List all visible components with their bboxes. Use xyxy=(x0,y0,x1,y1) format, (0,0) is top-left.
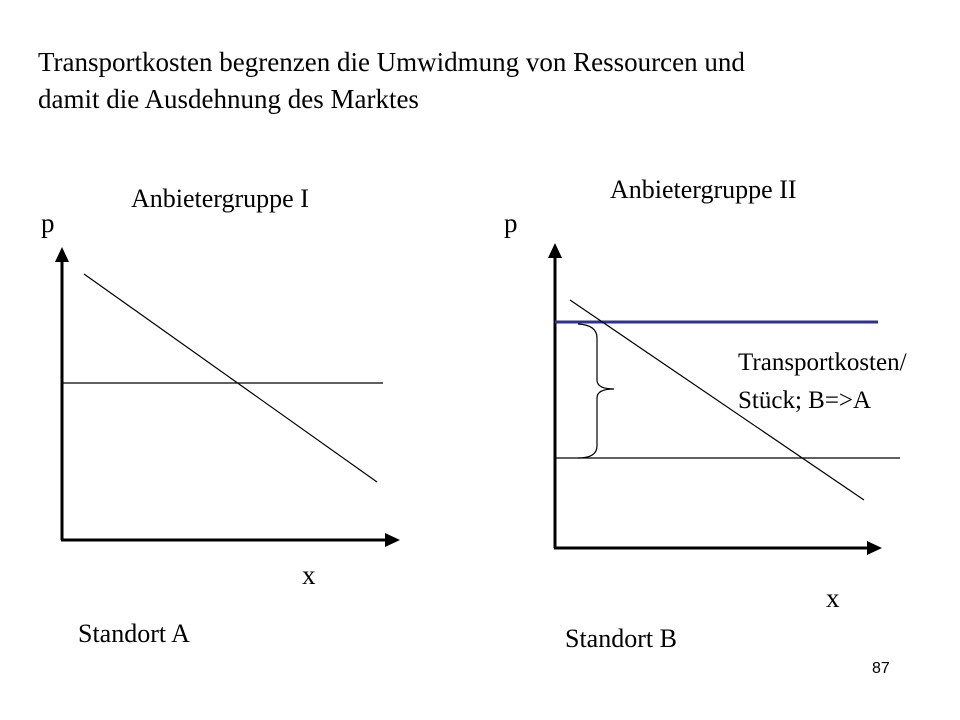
right-x-axis-label: x xyxy=(826,583,840,613)
right-diagram xyxy=(548,243,900,555)
left-diagram xyxy=(55,247,400,547)
right-location-label: Standort B xyxy=(565,624,677,653)
left-supply-curve xyxy=(84,274,377,482)
left-y-axis-label: p xyxy=(41,208,55,238)
right-x-axis-arrowhead xyxy=(867,541,882,555)
right-group-label: Anbietergruppe II xyxy=(610,175,797,204)
annotation-line-2: Stück; B=>A xyxy=(738,387,872,414)
right-y-axis-arrowhead xyxy=(548,243,562,258)
left-y-axis-arrowhead xyxy=(55,247,69,262)
right-supply-curve xyxy=(570,300,864,500)
annotation-line-1: Transportkosten/ xyxy=(738,349,907,376)
title-line-2: damit die Ausdehnung des Marktes xyxy=(38,84,419,114)
left-group-label: Anbietergruppe I xyxy=(131,184,309,213)
page-number: 87 xyxy=(872,660,890,677)
title-line-1: Transportkosten begrenzen die Umwidmung von Ressourcen und xyxy=(38,47,745,77)
left-location-label: Standort A xyxy=(78,619,190,648)
right-y-axis-label: p xyxy=(504,208,518,238)
transport-cost-brace xyxy=(578,324,614,458)
left-x-axis-label: x xyxy=(302,560,316,590)
left-x-axis-arrowhead xyxy=(385,533,400,547)
